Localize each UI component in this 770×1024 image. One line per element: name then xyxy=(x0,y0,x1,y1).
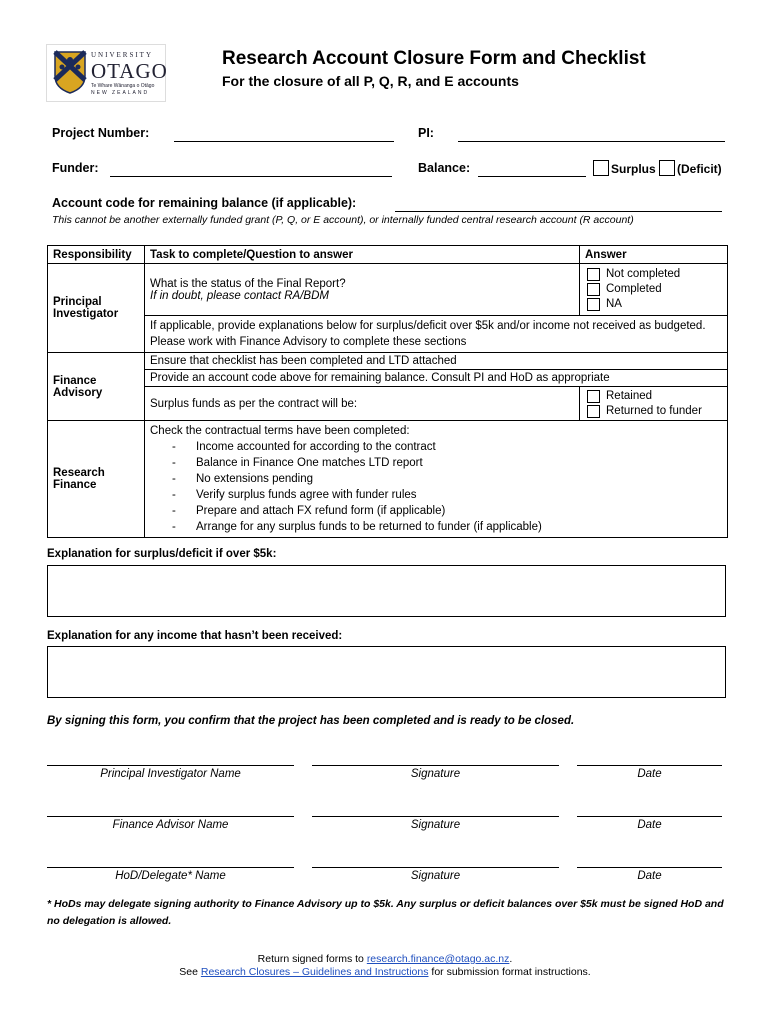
project-number-field[interactable] xyxy=(174,141,394,142)
deficit-checkbox[interactable] xyxy=(659,160,675,176)
list-item: - No extensions pending xyxy=(172,471,722,487)
rf-label-1: Research xyxy=(53,467,105,479)
logo-university: UNIVERSITY xyxy=(91,51,153,59)
funder-label: Funder: xyxy=(52,161,99,175)
rf-task-list xyxy=(145,421,728,538)
hod-name-line[interactable] xyxy=(47,867,294,868)
option-returned[interactable] xyxy=(584,404,723,419)
returned-checkbox[interactable] xyxy=(587,405,600,418)
see-text: See xyxy=(179,966,201,978)
account-code-note: This cannot be another externally funded grant (P, Q, or E account), or internally funded central research account (R account) xyxy=(52,214,634,226)
list-item: - Income accounted for according to the contract xyxy=(172,439,722,455)
completed-label: Completed xyxy=(606,283,662,295)
option-not-completed[interactable] xyxy=(584,267,723,282)
answer-final-report xyxy=(580,264,728,316)
hod-signature-label: Signature xyxy=(410,870,461,882)
list-item: - Arrange for any surplus funds to be returned to funder (if applicable) xyxy=(172,519,722,535)
form-subtitle: For the closure of all P, Q, R, and E accounts xyxy=(222,73,519,89)
hod-signature-line[interactable] xyxy=(312,867,559,868)
income-explain-label: Explanation for any income that hasn’t been received: xyxy=(47,630,343,642)
fa-name-line[interactable] xyxy=(47,816,294,817)
income-explain-textbox[interactable] xyxy=(47,646,726,698)
pi-name-line[interactable] xyxy=(47,765,294,766)
header-responsibility: Responsibility xyxy=(48,246,145,264)
email-link[interactable]: research.finance@otago.ac.nz xyxy=(366,953,510,965)
logo-maori: Te Whare Wānanga o Otāgo xyxy=(91,83,155,89)
header-task: Task to complete/Question to answer xyxy=(145,246,580,264)
guidelines-after: for submission format instructions. xyxy=(428,966,591,978)
fa-label-1: Finance xyxy=(53,374,97,387)
pi-explain-task: If applicable, provide explanations below for surplus/deficit over $5k and/or income not received as budgeted. Please work with Finance Advisory to complete these sections xyxy=(145,316,728,353)
fa-task-account-code: Provide an account code above for remaining balance. Consult PI and HoD as appropriate xyxy=(145,370,728,387)
shield-icon xyxy=(53,50,87,94)
fa-signature-line[interactable] xyxy=(312,816,559,817)
final-report-note: If in doubt, please contact RA/BDM xyxy=(150,289,329,302)
fa-task-surplus: Surplus funds as per the contract will be: xyxy=(145,387,580,421)
confirm-statement: By signing this form, you confirm that the project has been completed and is ready to be closed. xyxy=(47,715,575,727)
return-suffix: . xyxy=(509,953,513,965)
pi-label-2: Investigator xyxy=(53,308,119,320)
list-item: - Prepare and attach FX refund form (if applicable) xyxy=(172,503,722,519)
hod-date-label: Date xyxy=(637,870,662,882)
na-checkbox[interactable] xyxy=(587,298,600,311)
hod-name-label: HoD/Delegate* Name xyxy=(115,870,226,882)
task-final-report xyxy=(145,264,580,316)
option-na[interactable] xyxy=(584,297,723,312)
not-completed-checkbox[interactable] xyxy=(587,268,600,281)
checklist-table xyxy=(47,245,728,538)
pi-date-label: Date xyxy=(637,768,662,780)
pi-label: PI: xyxy=(418,126,434,140)
fa-signature-label: Signature xyxy=(410,819,461,831)
header-answer: Answer xyxy=(580,246,728,264)
final-report-question: What is the status of the Final Report? xyxy=(150,277,346,290)
not-completed-label: Not completed xyxy=(606,268,681,280)
funder-field[interactable] xyxy=(110,176,392,177)
pi-field[interactable] xyxy=(458,141,725,142)
returned-label: Returned to funder xyxy=(606,404,702,417)
logo-country: NEW ZEALAND xyxy=(91,90,150,96)
retained-checkbox[interactable] xyxy=(587,390,600,403)
pi-signature-line[interactable] xyxy=(312,765,559,766)
option-retained[interactable] xyxy=(584,389,723,404)
retained-label: Retained xyxy=(606,389,653,402)
responsibility-rf xyxy=(48,421,145,538)
list-item: - Balance in Finance One matches LTD report xyxy=(172,455,722,471)
account-code-field[interactable] xyxy=(395,211,722,212)
completed-checkbox[interactable] xyxy=(587,283,600,296)
responsibility-fa xyxy=(48,353,145,421)
balance-field[interactable] xyxy=(478,176,586,177)
surplus-checkbox[interactable] xyxy=(593,160,609,176)
return-prefix: Return signed forms to xyxy=(257,953,367,965)
hod-date-line[interactable] xyxy=(577,867,722,868)
logo-otago: OTAGO xyxy=(91,59,168,83)
rf-intro: Check the contractual terms have been completed: xyxy=(150,425,410,437)
rf-items xyxy=(150,439,722,535)
fa-date-line[interactable] xyxy=(577,816,722,817)
form-title: Research Account Closure Form and Checklist xyxy=(222,48,646,69)
return-line xyxy=(0,953,770,965)
guidelines-line xyxy=(0,966,770,978)
fa-name-label: Finance Advisor Name xyxy=(112,819,229,831)
deficit-label: (Deficit) xyxy=(677,162,722,176)
university-logo xyxy=(46,44,166,102)
na-label: NA xyxy=(606,298,622,310)
account-code-label: Account code for remaining balance (if applicable): xyxy=(52,196,357,210)
surplus-explain-label: Explanation for surplus/deficit if over $5k: xyxy=(47,548,277,560)
guidelines-link[interactable]: Research Closures – Guidelines and Instructions xyxy=(200,966,429,978)
pi-date-line[interactable] xyxy=(577,765,722,766)
footnote: * HoDs may delegate signing authority to Finance Advisory up to $5k. Any surplus or deficit balances over $5k must be signed HoD and no delegation is allowed. xyxy=(47,898,724,927)
list-item: - Verify surplus funds agree with funder rules xyxy=(172,487,722,503)
surplus-label: Surplus xyxy=(611,162,656,176)
pi-name-label: Principal Investigator Name xyxy=(100,768,241,780)
pi-label-1: Principal xyxy=(53,296,102,308)
fa-date-label: Date xyxy=(637,819,662,831)
answer-surplus xyxy=(580,387,728,421)
balance-label: Balance: xyxy=(418,161,471,175)
rf-label-2: Finance xyxy=(53,479,97,491)
fa-task-checklist: Ensure that checklist has been completed and LTD attached xyxy=(145,353,728,370)
option-completed[interactable] xyxy=(584,282,723,297)
project-number-label: Project Number: xyxy=(52,126,150,140)
surplus-explain-textbox[interactable] xyxy=(47,565,726,617)
pi-signature-label: Signature xyxy=(410,768,461,780)
fa-label-2: Advisory xyxy=(53,386,103,399)
responsibility-pi xyxy=(48,264,145,353)
